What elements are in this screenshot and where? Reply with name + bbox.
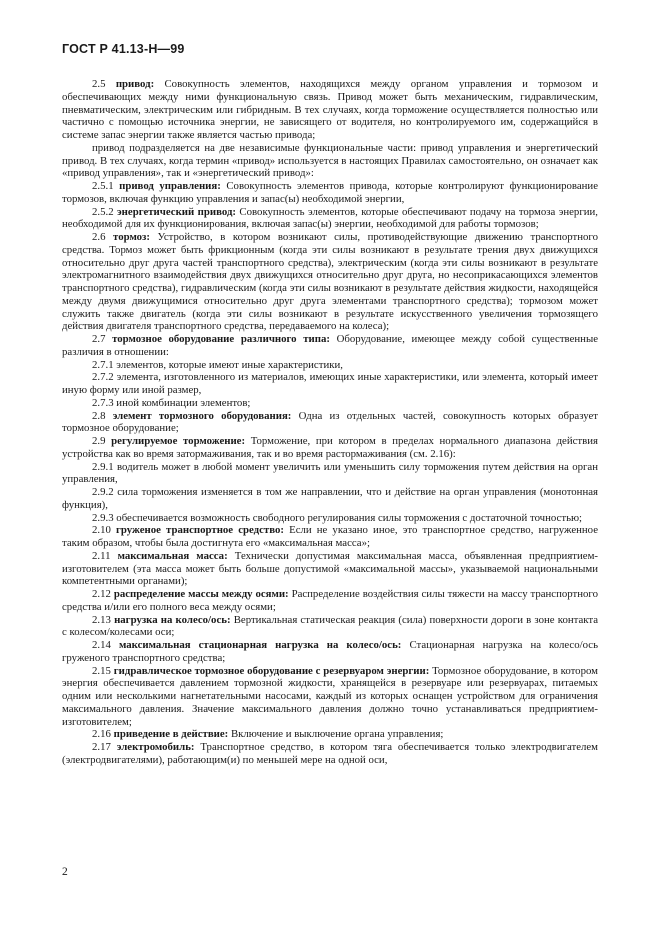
paragraph-text: Совокупность элементов, находящихся между органом управления и тормозом и обеспечивающих между ними функциональную связь. Привод может быть механическим, гидравлическим, пневматическим, электрическим или гибридным. В тех случаях, когда торможение осуществляется полностью или частично с помощью источника энергии, не зависящего от водителя, но контролируемого им, содержащийся в системе запас энергии также является частью привода; [62, 78, 598, 141]
clause-number: 2.8 [92, 409, 106, 422]
paragraph [62, 512, 598, 525]
defined-term: привод управления: [119, 180, 221, 192]
paragraph [62, 142, 598, 180]
defined-term: гидравлическое тормозное оборудование с резервуаром энергии: [113, 664, 430, 677]
paragraph-text: Распределение воздействия силы тяжести на массу транспортного средства и/или его полного веса между осями; [62, 588, 598, 613]
defined-term: энергетический привод: [117, 205, 236, 218]
defined-term: нагрузка на колесо/ось: [114, 613, 231, 626]
paragraph [62, 78, 598, 142]
clause-number: 2.9.3 [92, 511, 114, 524]
paragraph [62, 524, 598, 550]
page-number: 2 [62, 866, 68, 878]
paragraph-text: обеспечивается возможность свободного регулирования силы торможения с достаточной точностью; [116, 511, 583, 524]
defined-term: приведение в действие: [113, 728, 229, 741]
paragraph-text: Совокупность элементов, которые обеспечивают подачу на тормоза энергии, необходимой для их функционирования, включая запас(ы) энергии, необходимой для работы тормозов; [62, 205, 599, 231]
clause-number: 2.6 [92, 231, 106, 243]
paragraph-text: Совокупность элементов привода, которые контролируют функционирование тормозов, включая функцию управления и запас(ы) необходимой энергии, [62, 180, 599, 205]
document-header: ГОСТ Р 41.13-Н—99 [62, 42, 185, 56]
clause-number: 2.7 [92, 333, 106, 345]
paragraph [62, 639, 598, 665]
defined-term: груженое транспортное средство: [116, 524, 284, 537]
paragraph-text: Технически допустимая максимальная масса, объявленная предприятием-изготовителем (эта масса может быть больше допустимой «максимальной массы», указываемой национальными компетентными органами); [62, 549, 599, 588]
paragraph [62, 550, 598, 588]
defined-term: электромобиль: [116, 741, 195, 753]
paragraph [62, 486, 598, 512]
paragraph-text: Вертикальная статическая реакция (сила) поверхности дороги в зоне контакта с колесом/колесами оси; [62, 613, 599, 639]
paragraph [62, 333, 598, 359]
defined-term: максимальная стационарная нагрузка на колесо/ось: [118, 639, 402, 651]
clause-number: 2.5.1 [92, 180, 114, 192]
paragraph [62, 371, 598, 397]
paragraph-text: элементов, которые имеют иные характеристики, [116, 358, 343, 371]
defined-term: регулируемое торможение: [111, 435, 246, 447]
document-body [62, 78, 598, 767]
paragraph [62, 588, 598, 614]
clause-number: 2.15 [92, 664, 111, 677]
paragraph-text: элемента, изготовленного из материалов, имеющих иные характеристики, или элемента, который имеет иную форму или иной размер, [62, 371, 598, 396]
defined-term: тормоз: [113, 231, 150, 243]
clause-number: 2.13 [92, 613, 111, 626]
paragraph-text: Если не указано иное, это транспортное средство, нагруженное таким образом, чтобы была достигнута его «максимальная масса»; [62, 524, 599, 549]
clause-number: 2.16 [92, 728, 111, 741]
paragraph [62, 435, 598, 461]
paragraph-text: Транспортное средство, в котором тяга обеспечивается только электродвигателем (электродвигателями), работающим(и) по меньшей мере на одной оси, [62, 741, 598, 766]
clause-number: 2.12 [92, 588, 111, 600]
paragraph [62, 410, 598, 436]
paragraph-text: Устройство, в котором возникают силы, противодействующие движению транспортного средства. Тормоз может быть фрикционным (когда эти силы возникают в результате трения двух движущихся относительно друг друга частей транспортного средства), электрическим (когда эти силы возникают в результате электромагнитного взаимодействия двух движущихся относительно друг друга, но несоприкасающихся элементов транспортного средства), гидравлическим (когда эти силы возникают в результате действия жидкости, находящейся между двумя движущимися относительно друг друга элементами транспортного средства); тормозом может служить также двигатель (когда эти силы возникают в результате искусственного увеличения тормозящего действия двигателя транспортного средства, передаваемого на колеса); [62, 231, 598, 333]
paragraph-text: Оборудование, имеющее между собой существенные различия в отношении: [62, 333, 598, 358]
clause-number: 2.9.2 [92, 486, 114, 498]
paragraph-text: Включение и выключение органа управления; [230, 728, 444, 741]
clause-number: 2.14 [92, 639, 111, 651]
paragraph-text: Торможение, при котором в пределах нормального диапазона действия устройства как во время затормаживания, так и во время растормаживания (см. 2.16): [62, 435, 598, 460]
paragraph [62, 359, 598, 372]
defined-term: элемент тормозного оборудования: [112, 409, 292, 422]
paragraph [62, 614, 598, 640]
clause-number: 2.17 [92, 741, 111, 753]
paragraph [62, 728, 598, 741]
paragraph-text: сила торможения изменяется в том же направлении, что и действие на орган управления (монотонная функция), [62, 486, 598, 511]
clause-number: 2.7.3 [92, 396, 114, 409]
clause-number: 2.9.1 [92, 460, 114, 473]
paragraph-text: Стационарная нагрузка на колесо/ось груженого транспортного средства; [62, 639, 599, 664]
paragraph [62, 206, 598, 232]
clause-number: 2.9 [92, 435, 106, 447]
clause-number: 2.7.1 [92, 358, 114, 371]
paragraph-text: Тормозное оборудование, в котором энергия обеспечивается давлением тормозной жидкости, хранящейся в резервуаре или резервуарах, питаемых одним или несколькими нагнетательными насосами, каждый из которых оснащен устройством для ограничения максимального давления. Значение максимального давления должно точно устанавливаться предприятием-изготовителем; [62, 664, 599, 728]
paragraph [62, 741, 598, 767]
paragraph [62, 180, 598, 206]
clause-number: 2.5 [92, 78, 106, 90]
paragraph [62, 397, 598, 410]
paragraph-text: Одна из отдельных частей, совокупность которых образует тормозное оборудование; [62, 409, 599, 435]
paragraph-text: иной комбинации элементов; [116, 396, 251, 409]
paragraph-text: водитель может в любой момент увеличить или уменьшить силу торможения путем действия на орган управления, [62, 460, 599, 486]
clause-number: 2.11 [92, 549, 111, 562]
clause-number: 2.10 [92, 524, 111, 537]
clause-number: 2.7.2 [92, 371, 114, 384]
defined-term: привод: [115, 78, 155, 90]
paragraph-text: привод подразделяется на две независимые функциональные части: привод управления и энергетический привод. В тех случаях, когда термин «привод» используется в настоящих Правилах самостоятельно, он означает как «привод управления», так и «энергетический привод»: [62, 141, 598, 180]
paragraph [62, 665, 598, 729]
defined-term: распределение массы между осями: [113, 588, 289, 600]
paragraph [62, 231, 598, 333]
defined-term: тормозное оборудование различного типа: [112, 333, 330, 345]
defined-term: максимальная масса: [117, 549, 228, 562]
clause-number: 2.5.2 [92, 205, 114, 218]
paragraph [62, 461, 598, 487]
